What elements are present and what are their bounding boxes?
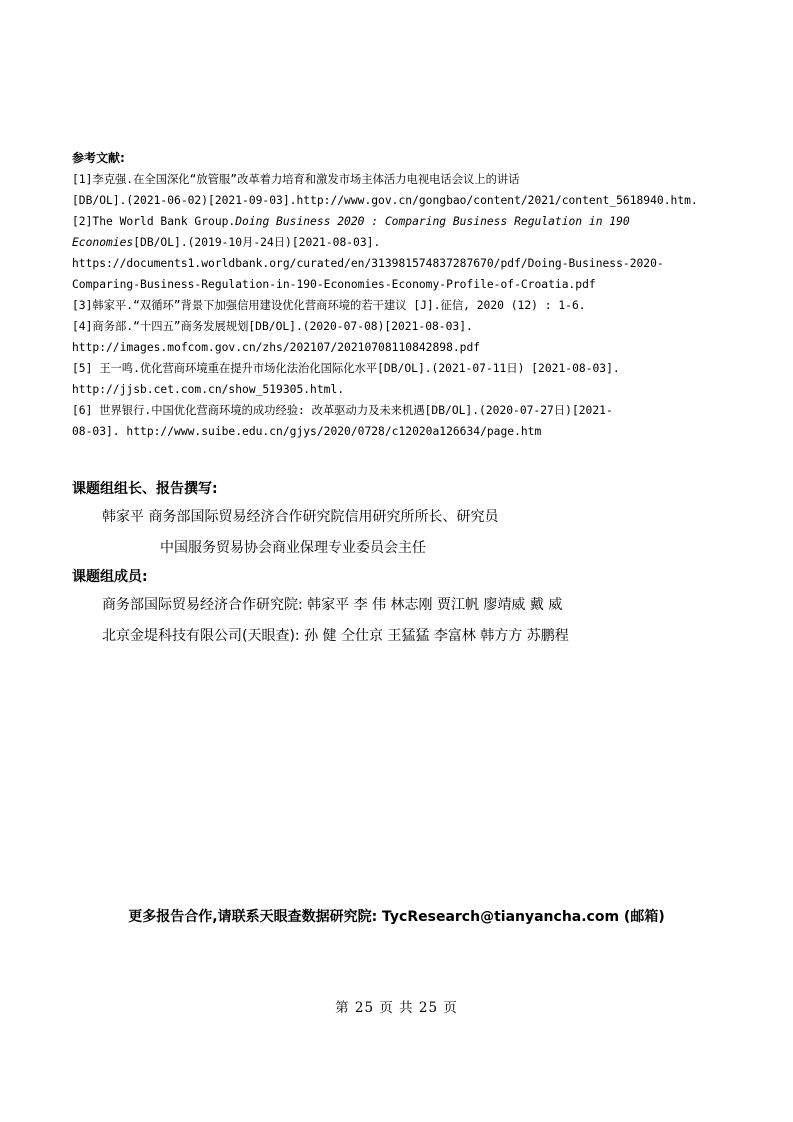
reference-1-line-1: [1]李克强.在全国深化“放管服”改革着力培育和激发市场主体活力电视电话会议上的讲话: [72, 173, 520, 186]
team-members-line-1: 商务部国际贸易经济合作研究院: 韩家平 李 伟 林志刚 贾江帆 廖靖威 戴 威: [102, 597, 563, 613]
reference-2-line-1: [72, 211, 722, 232]
reference-2-prefix: [2]The World Bank Group.: [72, 215, 236, 228]
reference-3: [3]韩家平.“双循环”背景下加强信用建设优化营商环境的若干建议 [J].征信, 2020 (12) : 1-6.: [72, 299, 586, 312]
reference-2-line-3: https://documents1.worldbank.org/curated/en/313981574837287670/pdf/Doing-Business-2020-: [72, 257, 664, 270]
team-leader-line-2: 中国服务贸易协会商业保理专业委员会主任: [160, 540, 426, 556]
contact-line: 更多报告合作,请联系天眼查数据研究院: TycResearch@tianyancha.com (邮箱): [128, 909, 665, 925]
reference-2-line-4: Comparing-Business-Regulation-in-190-Economies-Economy-Profile-of-Croatia.pdf: [72, 278, 596, 291]
team-members-heading: 课题组成员:: [72, 569, 148, 585]
reference-6-line-1: [6] 世界银行.中国优化营商环境的成功经验: 改革驱动力及未来机遇[DB/OL].(2020-07-27日)[2021-: [72, 404, 613, 417]
page-number: 第 25 页 共 25 页: [335, 1000, 458, 1016]
reference-1-line-2: [DB/OL].(2021-06-02)[2021-09-03].http://www.gov.cn/gongbao/content/2021/content_5618940.htm.: [72, 194, 698, 207]
reference-2-line-2: [72, 232, 722, 253]
reference-4-line-2: http://images.mofcom.gov.cn/zhs/202107/20210708110842898.pdf: [72, 341, 481, 354]
reference-4-line-1: [4]商务部.“十四五”商务发展规划[DB/OL].(2020-07-08)[2021-08-03].: [72, 320, 473, 333]
reference-5-line-1: [5] 王一鸣.优化营商环境重在提升市场化法治化国际化水平[DB/OL].(2021-07-11日) [2021-08-03].: [72, 362, 620, 375]
references-section: [72, 148, 722, 442]
reference-2-title-part1: Doing Business 2020 : Comparing Business Regulation in 190: [235, 215, 630, 228]
reference-5-line-2: http://jjsb.cet.com.cn/show_519305.html.: [72, 383, 345, 396]
team-members-line-2: 北京金堤科技有限公司(天眼查): 孙 健 仝仕京 王猛猛 李富林 韩方方 苏鹏程: [102, 628, 569, 644]
reference-2-dates: [DB/OL].(2019-10月-24日)[2021-08-03].: [133, 236, 381, 249]
references-heading: 参考文献:: [72, 151, 125, 165]
reference-6-line-2: 08-03]. http://www.suibe.edu.cn/gjys/2020/0728/c12020a126634/page.htm: [72, 425, 542, 438]
team-leader-heading: 课题组组长、报告撰写:: [72, 481, 218, 497]
team-leader-line-1: 韩家平 商务部国际贸易经济合作研究院信用研究所所长、研究员: [102, 509, 499, 525]
reference-2-title-part2: Economies: [72, 236, 134, 249]
team-section: [72, 476, 732, 652]
